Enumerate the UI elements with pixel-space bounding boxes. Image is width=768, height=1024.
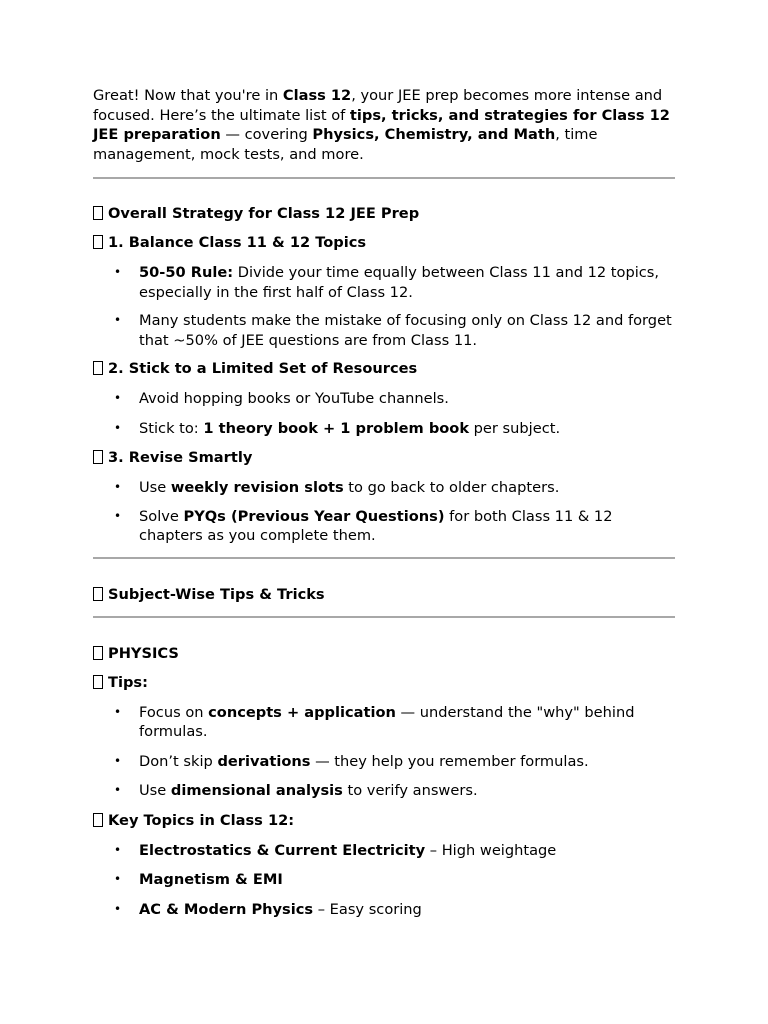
bullet-list (93, 703, 675, 801)
heading-text: PHYSICS (108, 644, 179, 662)
item-text: Use (139, 479, 171, 496)
section-heading-overall (93, 204, 675, 224)
intro-text: , time management, mock tests, and more. (93, 126, 598, 163)
item-text: — understand the "why" behind formulas. (139, 703, 635, 740)
intro-paragraph (93, 86, 675, 164)
list-item (93, 841, 675, 861)
heading-text: 2. Stick to a Limited Set of Resources (108, 360, 418, 377)
bold-text: concepts + application (208, 703, 396, 721)
item-text: – High weightage (425, 841, 557, 859)
heading-text: 3. Revise Smartly (108, 449, 253, 466)
item-text: Stick to: (139, 419, 204, 437)
item-text: Use (139, 782, 171, 799)
bullet-icon: • (114, 872, 122, 886)
intro-bold: tips, tricks, and strategies for Class 12 JEE preparation (93, 106, 670, 143)
list-item (93, 703, 675, 742)
emoji-placeholder-icon (93, 235, 103, 249)
item-text: to go back to older chapters. (343, 479, 560, 496)
item-text: — they help you remember formulas. (310, 752, 589, 770)
list-item (93, 389, 675, 409)
bullet-icon: • (114, 313, 122, 327)
heading-text: Overall Strategy for Class 12 JEE Prep (108, 205, 420, 222)
list-item (93, 311, 675, 350)
bullet-icon: • (114, 265, 122, 279)
item-text: Solve (139, 507, 184, 525)
bullet-icon: • (114, 783, 122, 797)
emoji-placeholder-icon (93, 587, 103, 601)
bullet-list (93, 263, 675, 350)
section-heading-physics (93, 644, 675, 664)
bullet-icon: • (114, 420, 122, 435)
subheading-revise (93, 448, 675, 468)
list-item (93, 263, 675, 302)
document-body (93, 86, 675, 919)
subheading-resources (93, 359, 675, 379)
list-item (93, 900, 675, 920)
divider (93, 616, 675, 618)
heading-text: Tips: (108, 673, 148, 691)
heading-text: Subject-Wise Tips & Tricks (108, 585, 325, 603)
bullet-icon: • (114, 480, 122, 494)
bullet-icon: • (114, 842, 122, 857)
bold-text: dimensional analysis (170, 782, 343, 799)
item-text: Focus on (139, 703, 209, 721)
bullet-icon: • (114, 753, 122, 768)
emoji-placeholder-icon (93, 646, 103, 660)
emoji-placeholder-icon (93, 206, 103, 220)
bullet-icon: • (114, 901, 122, 916)
list-item (93, 752, 675, 772)
bullet-list (93, 389, 675, 438)
heading-text: 1. Balance Class 11 & 12 Topics (108, 234, 367, 251)
divider (93, 557, 675, 559)
emoji-placeholder-icon (93, 813, 103, 827)
bullet-list (93, 841, 675, 920)
section-heading-subject-wise (93, 585, 675, 605)
list-item (93, 478, 675, 498)
bold-text: 50-50 Rule: (139, 264, 234, 281)
subheading-key-topics (93, 811, 675, 831)
item-text: Divide your time equally between Class 11 and 12 topics, especially in the first half of Class 12. (139, 264, 660, 301)
item-text: – Easy scoring (313, 900, 422, 918)
bold-text: AC & Modern Physics (139, 900, 314, 918)
bold-text: derivations (217, 752, 311, 770)
item-text: to verify answers. (342, 782, 478, 799)
intro-text: Great! Now that you're in (93, 87, 283, 104)
subheading-tips (93, 673, 675, 693)
bullet-icon: • (114, 704, 122, 719)
emoji-placeholder-icon (93, 675, 103, 689)
list-item (93, 870, 675, 890)
bullet-icon: • (114, 508, 122, 523)
bold-text: weekly revision slots (170, 479, 344, 496)
heading-text: Key Topics in Class 12: (108, 811, 295, 829)
bullet-icon: • (114, 391, 122, 405)
list-item (93, 507, 675, 546)
list-item (93, 781, 675, 801)
list-item (93, 419, 675, 439)
emoji-placeholder-icon (93, 450, 103, 464)
intro-text: — covering (220, 126, 313, 143)
item-text: Avoid hopping books or YouTube channels. (139, 390, 449, 407)
divider (93, 177, 675, 179)
bold-text: Electrostatics & Current Electricity (139, 841, 426, 859)
subheading-balance (93, 233, 675, 253)
item-text: per subject. (469, 419, 561, 437)
item-text: for both Class 11 & 12 chapters as you complete them. (139, 507, 613, 544)
bold-text: Magnetism & EMI (139, 871, 283, 888)
item-text: Don’t skip (139, 752, 218, 770)
intro-text: , your JEE prep becomes more intense and focused. Here’s the ultimate list of (93, 87, 663, 124)
bold-text: PYQs (Previous Year Questions) (183, 507, 445, 525)
intro-bold: Physics, Chemistry, and Math (312, 126, 556, 143)
emoji-placeholder-icon (93, 361, 103, 375)
intro-bold: Class 12 (282, 87, 352, 104)
bold-text: 1 theory book + 1 problem book (203, 419, 470, 437)
item-text: Many students make the mistake of focusing only on Class 12 and forget that ~50% of JEE questions are from Class 11. (139, 312, 672, 349)
bullet-list (93, 478, 675, 546)
